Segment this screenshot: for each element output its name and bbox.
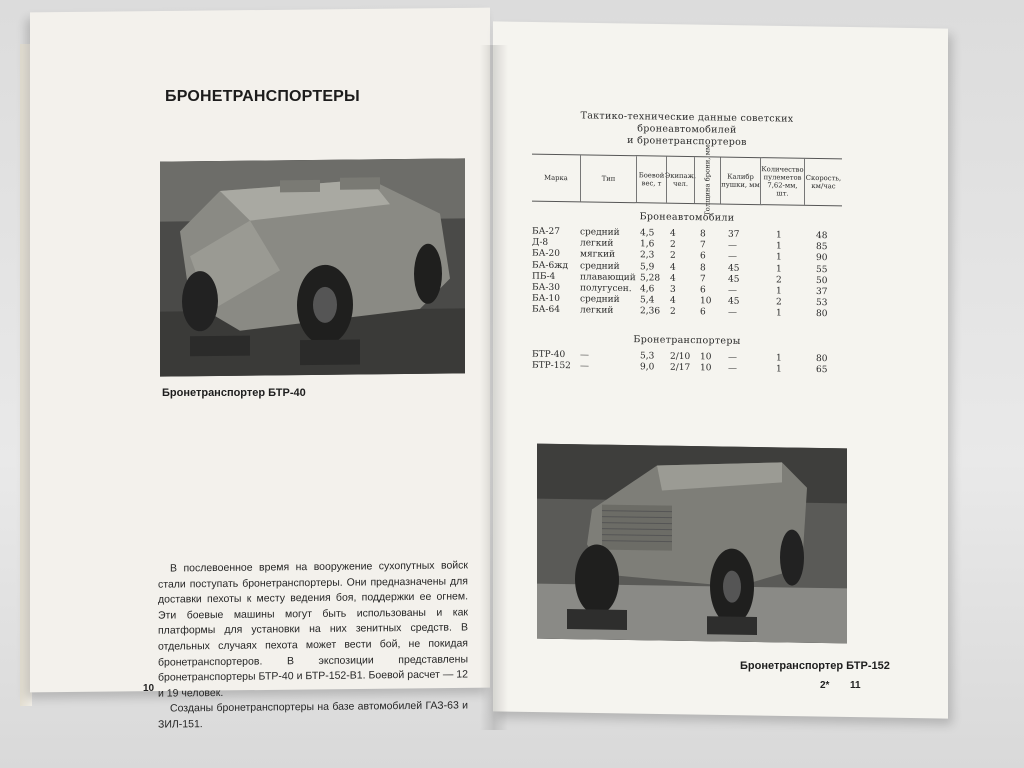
- cell-armor: 8: [700, 229, 706, 240]
- section-armored-cars: Бронеавтомобили: [639, 211, 735, 224]
- cell-weight: 4,6: [640, 284, 655, 295]
- cell-gun: 45: [728, 263, 740, 274]
- cell-mark: БА-20: [532, 248, 560, 260]
- header-armor-text: Толщина брони, мм: [703, 144, 712, 216]
- cell-gun: —: [728, 285, 737, 296]
- cell-weight: 5,28: [640, 273, 661, 284]
- cell-mg: 2: [776, 297, 782, 308]
- cell-crew: 4: [670, 262, 676, 273]
- header-weight: Боевой вес, т: [636, 156, 666, 202]
- table-title-line-2: и бронетранспортеров: [627, 135, 747, 148]
- cell-crew: 4: [670, 273, 676, 284]
- cell-mark: БА-64: [532, 304, 560, 316]
- cell-mark: Д-8: [532, 237, 549, 249]
- cell-gun: —: [728, 352, 737, 363]
- cell-weight: 1,6: [640, 239, 655, 250]
- cell-armor: 10: [700, 362, 712, 374]
- cell-weight: 4,5: [640, 228, 655, 239]
- specs-table: [532, 110, 842, 377]
- header-mark: Марка: [544, 173, 568, 183]
- cell-gun: —: [728, 307, 737, 319]
- cell-speed: 55: [816, 264, 828, 275]
- cell-speed: 90: [816, 253, 828, 264]
- cell-armor: 7: [700, 240, 706, 251]
- cell-type: средний: [580, 260, 620, 272]
- section-heading: БРОНЕТРАНСПОРТЕРЫ: [165, 88, 360, 105]
- cell-mark: БТР-40: [532, 349, 566, 360]
- cell-armor: 10: [700, 296, 712, 307]
- book-gutter: [480, 45, 508, 730]
- cell-mg: 1: [776, 263, 782, 275]
- cell-type: легкий: [580, 238, 614, 250]
- cell-armor: 10: [700, 351, 712, 362]
- cell-mark: БТР-152: [532, 360, 571, 371]
- header-speed: Скорость, км/час: [804, 159, 842, 206]
- cell-mark: БА-30: [532, 282, 560, 293]
- cell-crew: 2: [670, 251, 676, 262]
- cell-type: средний: [580, 294, 620, 306]
- header-type: Тип: [580, 155, 636, 202]
- cell-type: —: [580, 349, 589, 360]
- cell-crew: 2/10: [670, 351, 691, 362]
- cell-weight: 9,0: [640, 361, 655, 373]
- table-title: [532, 110, 842, 151]
- cell-mg: 1: [776, 241, 782, 252]
- header-gun-caliber: Калибр пушки, мм: [720, 158, 760, 205]
- cell-armor: 6: [700, 307, 706, 318]
- cell-speed: 65: [816, 364, 828, 375]
- cell-speed: 85: [816, 242, 828, 253]
- btr152-photo: [537, 444, 847, 644]
- cell-crew: 2: [670, 307, 676, 318]
- cell-mg: 1: [776, 364, 782, 375]
- btr40-photo: [160, 158, 465, 376]
- cell-mg: 1: [776, 230, 782, 241]
- cell-weight: 2,3: [640, 250, 655, 261]
- armored-cars-rows: [532, 227, 842, 321]
- body-paragraph-1: В послевоенное время на вооружение сухопутных войск стали поступать бронетранспортеры. Они предназначены для доставки пехоты к месту ведения боя, поддержки ее огнем. Эти боевые машины могут быть использованы и как платформы для установки на них зенитных средств. В отдельных случаях пехота может вести бой, не покидая бронетранспортеров. В экспозиции представлены бронетранспортеры БТР-40 и БТР-152-В1. Боевой расчет — 12 и 19 человек.: [158, 559, 468, 700]
- cell-crew: 4: [670, 295, 676, 306]
- table-title-line-1: Тактико-технические данные советских бронеавтомобилей: [580, 110, 794, 136]
- cell-type: —: [580, 361, 589, 372]
- signature-mark: 2*: [820, 680, 830, 691]
- cell-mark: БА-27: [532, 226, 560, 238]
- cell-mg: 1: [776, 252, 782, 263]
- cell-gun: —: [728, 363, 737, 374]
- page-number-left: 10: [143, 683, 155, 694]
- cell-armor: 8: [700, 262, 706, 273]
- cell-speed: 53: [816, 298, 828, 309]
- cell-armor: 7: [700, 273, 706, 285]
- cell-crew: 3: [670, 284, 676, 295]
- cell-weight: 5,4: [640, 295, 655, 306]
- section-apcs: Бронетранспортеры: [633, 333, 741, 347]
- cell-type: полугусен.: [580, 283, 632, 295]
- cell-gun: —: [728, 252, 737, 263]
- cell-speed: 37: [816, 286, 828, 298]
- cell-mg: 1: [776, 352, 782, 363]
- cell-gun: 45: [728, 296, 740, 307]
- cell-mg: 1: [776, 308, 782, 319]
- header-armor: [694, 144, 720, 216]
- cell-speed: 80: [816, 353, 828, 364]
- cell-weight: 2,36: [640, 306, 661, 317]
- cell-mark: БА-10: [532, 293, 560, 305]
- cell-armor: 6: [700, 285, 706, 296]
- cell-type: плавающий: [580, 272, 636, 283]
- cell-gun: 45: [728, 274, 740, 285]
- page-number-right: 11: [850, 680, 861, 691]
- cell-type: мягкий: [580, 249, 616, 261]
- cell-weight: 5,9: [640, 261, 655, 273]
- cell-crew: 2/17: [670, 362, 691, 373]
- header-crew: Экипаж, чел.: [666, 157, 694, 203]
- body-text: [158, 558, 468, 733]
- cell-crew: 4: [670, 228, 676, 239]
- btr152-caption: Бронетранспортер БТР-152: [740, 660, 890, 672]
- cell-crew: 2: [670, 239, 676, 251]
- cell-mark: БА-6жд: [532, 260, 569, 271]
- cell-mg: 2: [776, 275, 782, 286]
- cell-type: средний: [580, 227, 620, 238]
- cell-mark: ПБ-4: [532, 271, 556, 282]
- cell-mg: 1: [776, 286, 782, 297]
- btr40-caption: Бронетранспортер БТР-40: [162, 387, 306, 399]
- body-paragraph-2: Созданы бронетранспортеры на базе автомобилей ГАЗ-63 и ЗИЛ-151.: [158, 699, 468, 731]
- cell-type: легкий: [580, 305, 614, 317]
- cell-weight: 5,3: [640, 350, 655, 361]
- table-header: [532, 144, 842, 216]
- cell-speed: 48: [816, 231, 828, 242]
- cell-gun: —: [728, 240, 737, 251]
- cell-speed: 80: [816, 309, 828, 320]
- cell-speed: 50: [816, 275, 828, 286]
- cell-armor: 6: [700, 251, 706, 262]
- cell-gun: 37: [728, 229, 740, 240]
- header-machine-guns: Количество пулеметов 7,62-мм, шт.: [760, 158, 804, 205]
